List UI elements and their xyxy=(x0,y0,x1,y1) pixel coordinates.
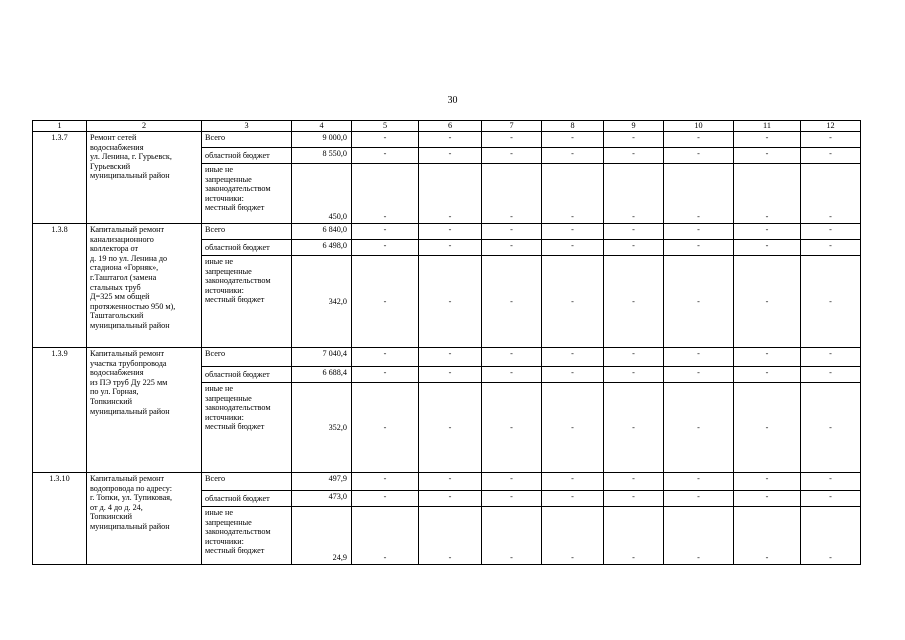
empty-value: - xyxy=(801,164,861,224)
empty-value: - xyxy=(801,491,861,507)
source-other-line: законодательством xyxy=(205,276,271,286)
row-name-line: коллектора от xyxy=(90,244,139,254)
empty-value: - xyxy=(801,224,861,240)
source-other-line: иные не xyxy=(205,508,233,517)
table-row xyxy=(33,348,861,367)
empty-value: - xyxy=(542,256,604,348)
source-other-line: источники: xyxy=(205,412,244,422)
empty-value: - xyxy=(419,367,482,383)
empty-value: - xyxy=(664,367,734,383)
empty-value: - xyxy=(734,132,801,148)
source-regional-label: областной бюджет xyxy=(202,491,292,507)
empty-value: - xyxy=(801,383,861,473)
empty-value: - xyxy=(482,148,542,164)
total-amount: 7 040,4 xyxy=(292,348,352,367)
empty-value: - xyxy=(352,164,419,224)
empty-value: - xyxy=(664,507,734,565)
empty-value: - xyxy=(664,148,734,164)
empty-value: - xyxy=(734,224,801,240)
empty-value: - xyxy=(801,367,861,383)
empty-value: - xyxy=(482,473,542,491)
row-name-line: Капитальный ремонт xyxy=(90,474,165,483)
row-name-line: по ул. Горная, xyxy=(90,387,139,397)
row-name-line: участка трубопровода xyxy=(90,358,167,368)
row-name-line: Гурьевский xyxy=(90,161,131,171)
empty-value: - xyxy=(734,473,801,491)
row-name-line: муниципальный район xyxy=(90,521,170,531)
source-other-line: иные не xyxy=(205,384,233,393)
source-other-line: иные не xyxy=(205,257,233,266)
empty-value: - xyxy=(482,491,542,507)
source-regional-label: областной бюджет xyxy=(202,367,292,383)
empty-value: - xyxy=(734,164,801,224)
empty-value: - xyxy=(604,148,664,164)
total-amount: 9 000,0 xyxy=(292,132,352,148)
empty-value: - xyxy=(604,473,664,491)
empty-value: - xyxy=(419,240,482,256)
source-total-label: Всего xyxy=(202,224,292,240)
empty-value: - xyxy=(664,132,734,148)
empty-value: - xyxy=(352,491,419,507)
source-other-line: источники: xyxy=(205,285,244,295)
empty-value: - xyxy=(664,473,734,491)
empty-value: - xyxy=(542,164,604,224)
empty-value: - xyxy=(664,256,734,348)
source-other-line: иные не xyxy=(205,165,233,174)
empty-value: - xyxy=(734,367,801,383)
empty-value: - xyxy=(734,240,801,256)
source-other-line: запрещенные xyxy=(205,517,252,527)
empty-value: - xyxy=(542,348,604,367)
header-cell: 4 xyxy=(292,121,352,132)
empty-value: - xyxy=(734,148,801,164)
empty-value: - xyxy=(542,491,604,507)
row-name-line: Капитальный ремонт xyxy=(90,349,165,358)
empty-value: - xyxy=(664,383,734,473)
empty-value: - xyxy=(482,348,542,367)
empty-value: - xyxy=(419,383,482,473)
empty-value: - xyxy=(352,148,419,164)
empty-value: - xyxy=(482,367,542,383)
empty-value: - xyxy=(482,224,542,240)
source-other-line: запрещенные xyxy=(205,266,252,276)
row-name-line: стальных труб xyxy=(90,282,141,292)
empty-value: - xyxy=(419,148,482,164)
empty-value: - xyxy=(482,132,542,148)
table-row xyxy=(33,473,861,491)
total-amount: 6 840,0 xyxy=(292,224,352,240)
source-other-line: законодательством xyxy=(205,527,271,537)
empty-value: - xyxy=(664,240,734,256)
row-name-line: муниципальный район xyxy=(90,406,170,416)
empty-value: - xyxy=(542,367,604,383)
header-cell: 2 xyxy=(87,121,202,132)
funding-table xyxy=(32,120,861,565)
header-cell: 6 xyxy=(419,121,482,132)
empty-value: - xyxy=(604,224,664,240)
source-other-line: запрещенные xyxy=(205,174,252,184)
regional-amount: 8 550,0 xyxy=(292,148,352,164)
empty-value: - xyxy=(604,256,664,348)
empty-value: - xyxy=(482,240,542,256)
row-name-line: стадиона «Горняк», xyxy=(90,263,159,273)
header-cell: 8 xyxy=(542,121,604,132)
empty-value: - xyxy=(419,507,482,565)
empty-value: - xyxy=(419,164,482,224)
row-name-line: Ремонт сетей xyxy=(90,133,137,142)
table-row xyxy=(33,132,861,148)
total-amount: 497,9 xyxy=(292,473,352,491)
empty-value: - xyxy=(419,224,482,240)
empty-value: - xyxy=(664,164,734,224)
empty-value: - xyxy=(604,383,664,473)
empty-value: - xyxy=(542,148,604,164)
row-name-line: водопровода по адресу: xyxy=(90,483,173,493)
source-other-label xyxy=(202,383,292,473)
empty-value: - xyxy=(801,473,861,491)
header-cell: 12 xyxy=(801,121,861,132)
empty-value: - xyxy=(801,256,861,348)
source-other-line: местный бюджет xyxy=(205,203,265,213)
empty-value: - xyxy=(482,507,542,565)
row-name-line: Топкинский xyxy=(90,396,132,406)
empty-value: - xyxy=(801,240,861,256)
source-other-line: запрещенные xyxy=(205,393,252,403)
row-name-line: Таштагольский xyxy=(90,311,144,321)
empty-value: - xyxy=(542,507,604,565)
empty-value: - xyxy=(734,491,801,507)
row-name-line: протяженностью 950 м), xyxy=(90,301,176,311)
empty-value: - xyxy=(734,507,801,565)
empty-value: - xyxy=(542,473,604,491)
empty-value: - xyxy=(734,348,801,367)
header-cell: 10 xyxy=(664,121,734,132)
regional-amount: 6 688,4 xyxy=(292,367,352,383)
row-name-line: г.Таштагол (замена xyxy=(90,272,157,282)
row-name xyxy=(87,132,202,224)
row-code: 1.3.10 xyxy=(33,473,87,565)
header-cell: 3 xyxy=(202,121,292,132)
empty-value: - xyxy=(352,473,419,491)
row-name xyxy=(87,348,202,473)
empty-value: - xyxy=(482,164,542,224)
source-total-label: Всего xyxy=(202,132,292,148)
empty-value: - xyxy=(801,348,861,367)
empty-value: - xyxy=(352,132,419,148)
row-name-line: Д=325 мм общей xyxy=(90,292,150,302)
empty-value: - xyxy=(482,383,542,473)
row-name-line: г. Топки, ул. Тупиковая, xyxy=(90,493,173,503)
row-code: 1.3.8 xyxy=(33,224,87,348)
empty-value: - xyxy=(542,240,604,256)
source-other-label xyxy=(202,507,292,565)
empty-value: - xyxy=(352,240,419,256)
local-amount: 352,0 xyxy=(292,383,352,473)
row-name-line: д. 19 по ул. Ленина до xyxy=(90,253,168,263)
empty-value: - xyxy=(352,224,419,240)
row-name xyxy=(87,224,202,348)
empty-value: - xyxy=(419,473,482,491)
source-total-label: Всего xyxy=(202,348,292,367)
source-other-line: источники: xyxy=(205,193,244,203)
source-other-line: местный бюджет xyxy=(205,295,265,305)
source-other-line: законодательством xyxy=(205,403,271,413)
source-other-label xyxy=(202,256,292,348)
source-other-line: источники: xyxy=(205,536,244,546)
regional-amount: 6 498,0 xyxy=(292,240,352,256)
empty-value: - xyxy=(801,507,861,565)
empty-value: - xyxy=(604,240,664,256)
header-cell: 11 xyxy=(734,121,801,132)
regional-amount: 473,0 xyxy=(292,491,352,507)
empty-value: - xyxy=(664,224,734,240)
header-cell: 7 xyxy=(482,121,542,132)
empty-value: - xyxy=(801,132,861,148)
empty-value: - xyxy=(604,348,664,367)
empty-value: - xyxy=(604,491,664,507)
header-cell: 1 xyxy=(33,121,87,132)
empty-value: - xyxy=(604,367,664,383)
table-row xyxy=(33,224,861,240)
row-name-line: муниципальный район xyxy=(90,171,170,181)
local-amount: 342,0 xyxy=(292,256,352,348)
empty-value: - xyxy=(734,256,801,348)
empty-value: - xyxy=(542,224,604,240)
row-name-line: канализационного xyxy=(90,234,154,244)
empty-value: - xyxy=(801,148,861,164)
empty-value: - xyxy=(419,132,482,148)
empty-value: - xyxy=(542,132,604,148)
empty-value: - xyxy=(419,348,482,367)
row-name-line: из ПЭ труб Ду 225 мм xyxy=(90,377,168,387)
row-name xyxy=(87,473,202,565)
row-name-line: ул. Ленина, г. Гурьевск, xyxy=(90,152,172,162)
source-other-line: законодательством xyxy=(205,184,271,194)
empty-value: - xyxy=(352,383,419,473)
empty-value: - xyxy=(419,256,482,348)
row-code: 1.3.7 xyxy=(33,132,87,224)
header-row xyxy=(33,121,861,132)
source-regional-label: областной бюджет xyxy=(202,148,292,164)
empty-value: - xyxy=(604,164,664,224)
empty-value: - xyxy=(352,256,419,348)
source-total-label: Всего xyxy=(202,473,292,491)
empty-value: - xyxy=(664,348,734,367)
local-amount: 450,0 xyxy=(292,164,352,224)
empty-value: - xyxy=(352,348,419,367)
row-name-line: Топкинский xyxy=(90,512,132,522)
row-name-line: от д. 4 до д. 24, xyxy=(90,502,143,512)
row-name-line: водоснабжения xyxy=(90,368,144,378)
header-cell: 5 xyxy=(352,121,419,132)
row-name-line: Капитальный ремонт xyxy=(90,225,165,234)
source-other-label xyxy=(202,164,292,224)
empty-value: - xyxy=(664,491,734,507)
local-amount: 24,9 xyxy=(292,507,352,565)
row-name-line: водоснабжения xyxy=(90,142,144,152)
empty-value: - xyxy=(482,256,542,348)
source-regional-label: областной бюджет xyxy=(202,240,292,256)
empty-value: - xyxy=(352,367,419,383)
row-code: 1.3.9 xyxy=(33,348,87,473)
empty-value: - xyxy=(604,132,664,148)
empty-value: - xyxy=(604,507,664,565)
empty-value: - xyxy=(734,383,801,473)
header-cell: 9 xyxy=(604,121,664,132)
page-number: 30 xyxy=(447,95,458,106)
empty-value: - xyxy=(542,383,604,473)
empty-value: - xyxy=(419,491,482,507)
empty-value: - xyxy=(352,507,419,565)
source-other-line: местный бюджет xyxy=(205,422,265,432)
source-other-line: местный бюджет xyxy=(205,546,265,556)
row-name-line: муниципальный район xyxy=(90,320,170,330)
